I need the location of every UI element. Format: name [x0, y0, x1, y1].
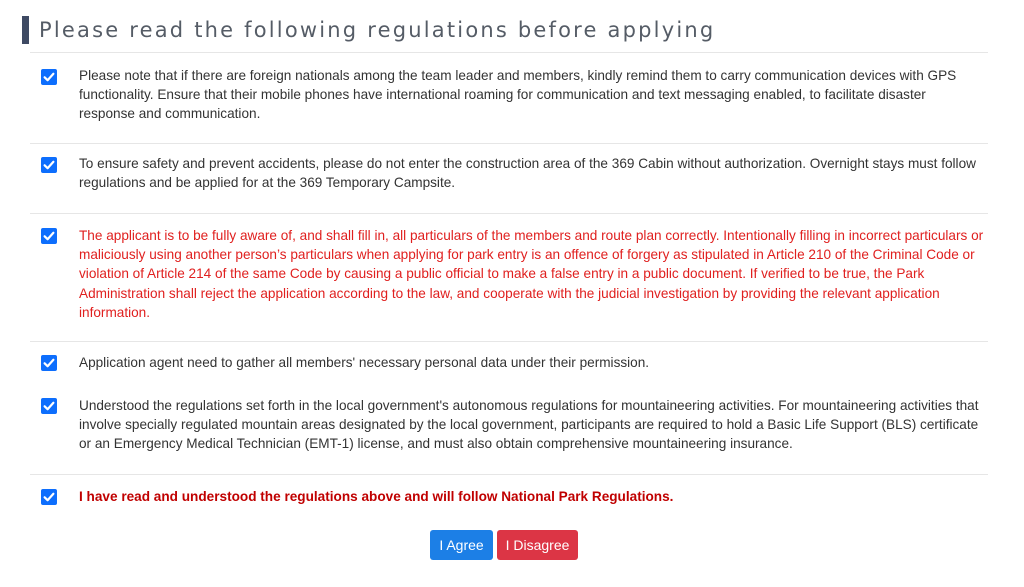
regulation-checkbox[interactable]	[41, 355, 57, 371]
checkmark-icon	[41, 398, 57, 414]
regulation-checkbox[interactable]	[41, 228, 57, 244]
checkmark-icon	[41, 489, 57, 505]
regulation-checkbox[interactable]	[41, 398, 57, 414]
regulation-text: Understood the regulations set forth in the local government's autonomous regulations for mountaineering activities. For mountaineering activities that involve specially regulated mountain areas designated by the local government, participants are required to hold a Basic Life Support (BLS) certificate or an Emergency Medical Technician (EMT-1) license, and must also obtain comprehensive mountaineering insurance.	[79, 398, 979, 452]
regulation-text: Please note that if there are foreign nationals among the team leader and members, kindly remind them to carry communication devices with GPS functionality. Ensure that their mobile phones have international roaming for communication and text messaging enabled, to facilitate disaster response and communication.	[79, 68, 957, 122]
regulation-checkbox[interactable]	[41, 157, 57, 173]
page-header	[22, 16, 715, 44]
regulation-item-forgery-warning	[30, 213, 988, 342]
action-buttons	[0, 530, 1024, 560]
regulation-text: The applicant is to be fully aware of, and shall fill in, all particulars of the members and route plan correctly. Intentionally filling in incorrect particulars or maliciously using another person’s particulars when applying for park entry is an offence of forgery as stipulated in Article 210 of the Criminal Code or violation of Article 214 of the same Code by causing a public official to make a false entry in a public document. If verified to be true, the Park Administration shall reject the application according to the law, and cooperate with the judicial investigation by providing the relevant application information.	[79, 228, 984, 320]
regulation-item-foreign-nationals	[30, 52, 988, 143]
regulation-checkbox[interactable]	[41, 69, 57, 85]
agree-button[interactable]: I Agree	[430, 530, 493, 560]
confirmation-text: I have read and understood the regulations above and will follow National Park Regulations.	[79, 489, 674, 504]
regulation-item-confirmation	[30, 474, 988, 517]
regulation-text: To ensure safety and prevent accidents, please do not enter the construction area of the 369 Cabin without authorization. Overnight stays must follow regulations and be applied for at the 369 Temporary Campsite.	[79, 156, 976, 191]
header-accent-bar	[22, 16, 29, 44]
checkmark-icon	[41, 157, 57, 173]
regulation-item-local-government	[30, 383, 988, 474]
checkmark-icon	[41, 355, 57, 371]
regulation-item-personal-data	[30, 341, 988, 384]
confirm-checkbox[interactable]	[41, 489, 57, 505]
checkmark-icon	[41, 228, 57, 244]
regulation-text: Application agent need to gather all members' necessary personal data under their permission.	[79, 355, 650, 370]
page-title: Please read the following regulations before applying	[39, 18, 716, 42]
regulation-item-369-cabin	[30, 143, 988, 214]
checkmark-icon	[41, 69, 57, 85]
disagree-button[interactable]: I Disagree	[497, 530, 578, 560]
